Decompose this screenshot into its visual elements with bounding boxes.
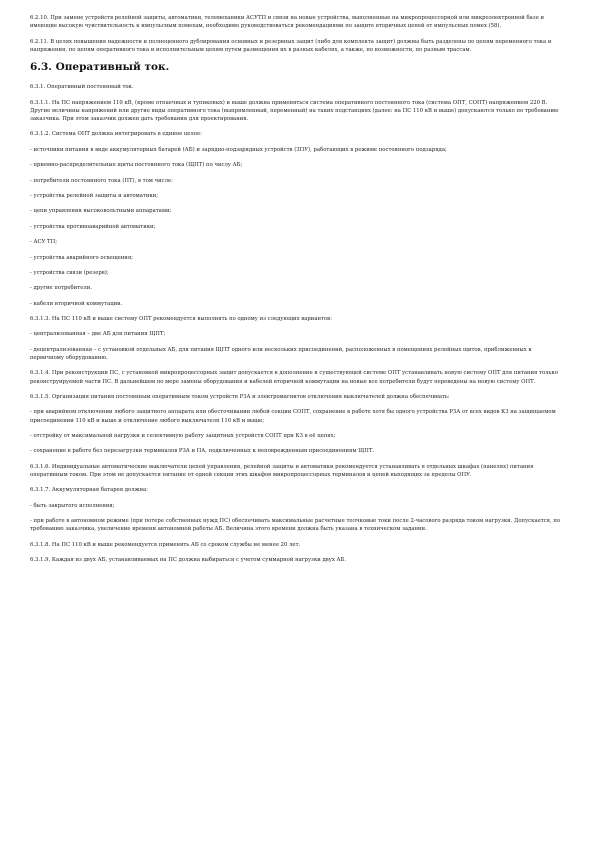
paragraph: 6.3.1.7. Аккумуляторная батарея должна: (30, 487, 148, 494)
paragraph: - источники питания в виде аккумуляторных батарей (АБ) и зарядно-подзарядных устройств (ЗПУ), работающих в режиме постоянного подзаряда; (30, 146, 447, 153)
paragraph: - при работе в автономном режиме (при потере собственных нужд ПС) обеспечивать максимальные расчетные толчковые токи после 2-часового разряда током нагрузки. Допускается, по требованию заказчика, увеличение времени автономной работы АБ. Величина этого времени должна быть указана в техническом задании. (30, 518, 561, 533)
section-heading: 6.3. Оперативный ток. (30, 61, 170, 74)
paragraph: 6.3.1.2. Система ОПТ должна интегрировать в единое целое: (30, 131, 202, 138)
paragraph: - при аварийном отключении любого защитного аппарата или обесточивании любой секции СОПТ, сохранение в работе хотя бы одного устройства РЗА от всех видов КЗ на защищаемом присоединении 110 кВ и выше и отключение любого выключателя 110 кВ и выше; (30, 409, 556, 424)
paragraph: 6.3.1.6. Индивидуальные автоматические выключатели цепей управления, релейной защиты и автоматики рекомендуется устанавливать в отдельных шкафах (панелях) питания оперативным током. При этом не допускается питание от одной секции этих шкафов микропроцессорных терминалов и цепей выходящих за пределы ОПУ. (30, 463, 534, 478)
paragraph: - потребители постоянного тока (ПТ), в том числе: (30, 177, 173, 184)
paragraph: - устройства аварийного освещения; (30, 254, 133, 261)
paragraph: - сохранение в работе без перезагрузки терминалов РЗА и ПА, подключенных к неповрежденным присоединениям ЩПТ. (30, 448, 375, 455)
section-body (30, 83, 565, 564)
paragraph: 6.3.1. Оперативный постоянный ток. (30, 84, 134, 91)
paragraph: 6.3.1.5. Организация питания постоянным оперативным током устройств РЗА и электромагнитов отключения выключателей должна обеспечивать: (30, 394, 450, 401)
paragraph: - устройства связи (резерв); (30, 269, 109, 276)
paragraph: 6.3.1.3. На ПС 110 кВ и выше систему ОПТ рекомендуется выполнять по одному из следующих вариантов: (30, 316, 332, 323)
paragraph: - цепи управления высоковольтными аппаратами; (30, 208, 172, 215)
paragraph: - централизованная – две АБ для питания ЩПТ; (30, 331, 166, 338)
paragraph: 6.3.1.8. На ПС 110 кВ и выше рекомендуется применять АБ со сроком службы не менее 20 лет. (30, 541, 301, 548)
paragraph: 6.3.1.4. При реконструкции ПС, с установкой микропроцессорных защит допускается в дополнение к существующей системе ОПТ устанавливать новую систему ОПТ для питания только реконструируемой части ПС. В дальнейшем по мере замены оборудования и кабелей вторичной коммутации на новые все потребители будут переведены на новую систему ОПТ. (30, 370, 558, 385)
paragraph: - другие потребители. (30, 285, 92, 292)
paragraph: 6.3.1.1. На ПС напряжением 110 кВ, (кроме отпаечных и тупиковых) и выше должна применяться система оперативного постоянного тока (система ОПТ, СОПТ) напряжением 220 В. Другие величины напряжений или другие виды оперативного тока (выпрямленный, переменный) на таких подстанциях (далее: на ПС 110 кВ и выше) допускаются только по требованию заказчика. При этом заказчик должен дать требования для проектирования. (30, 99, 559, 122)
paragraph: - децентрализованная – с установкой отдельных АБ, для питания ЩПТ одного или нескольких присоединений, расположенных в помещениях релейных щитов, приближенных к первичному оборудованию. (30, 346, 532, 362)
paragraph-6-2-11: 6.2.11. В целях повышения надежности и полноценного дублирования основных и резервных защит (либо для комплекта защит) должны быть разделены по цепям переменного тока и напряжения, по цепям оперативного тока и исполнительным цепям путем размещения их в разных кабелях, а также, по возможности, по разным трассам. (30, 38, 552, 53)
paragraph: - кабели вторичной коммутации. (30, 300, 123, 307)
top-paragraphs (30, 14, 565, 54)
paragraph: - устройства противоаварийной автоматики; (30, 223, 156, 230)
paragraph: - быть закрытого исполнения; (30, 502, 115, 509)
paragraph-6-2-10: 6.2.10. При замене устройств релейной защиты, автоматики, телемеханики АСУТП и связи на новые устройства, выполненные на микропроцессорной или микроэлектронной базе и имеющие высокую чувствительность к импульсным помехам, необходимо руководствоваться рекомендациями по защите вторичных цепей от импульсных помех (58). (30, 15, 545, 30)
paragraph: - устройства релейной защиты и автоматики; (30, 192, 158, 199)
paragraph: - отстройку от максимальной нагрузки и селективную работу защитных устройств СОПТ при КЗ в её цепях; (30, 433, 336, 440)
paragraph: - АСУ ТП; (30, 239, 57, 246)
paragraph: 6.3.1.9. Каждая из двух АБ, устанавливаемых на ПС должна выбираться с учетом суммарной нагрузки двух АБ. (30, 557, 347, 564)
paragraph: - приемно-распределительные щиты постоянного тока (ЩПТ) по числу АБ; (30, 162, 243, 169)
